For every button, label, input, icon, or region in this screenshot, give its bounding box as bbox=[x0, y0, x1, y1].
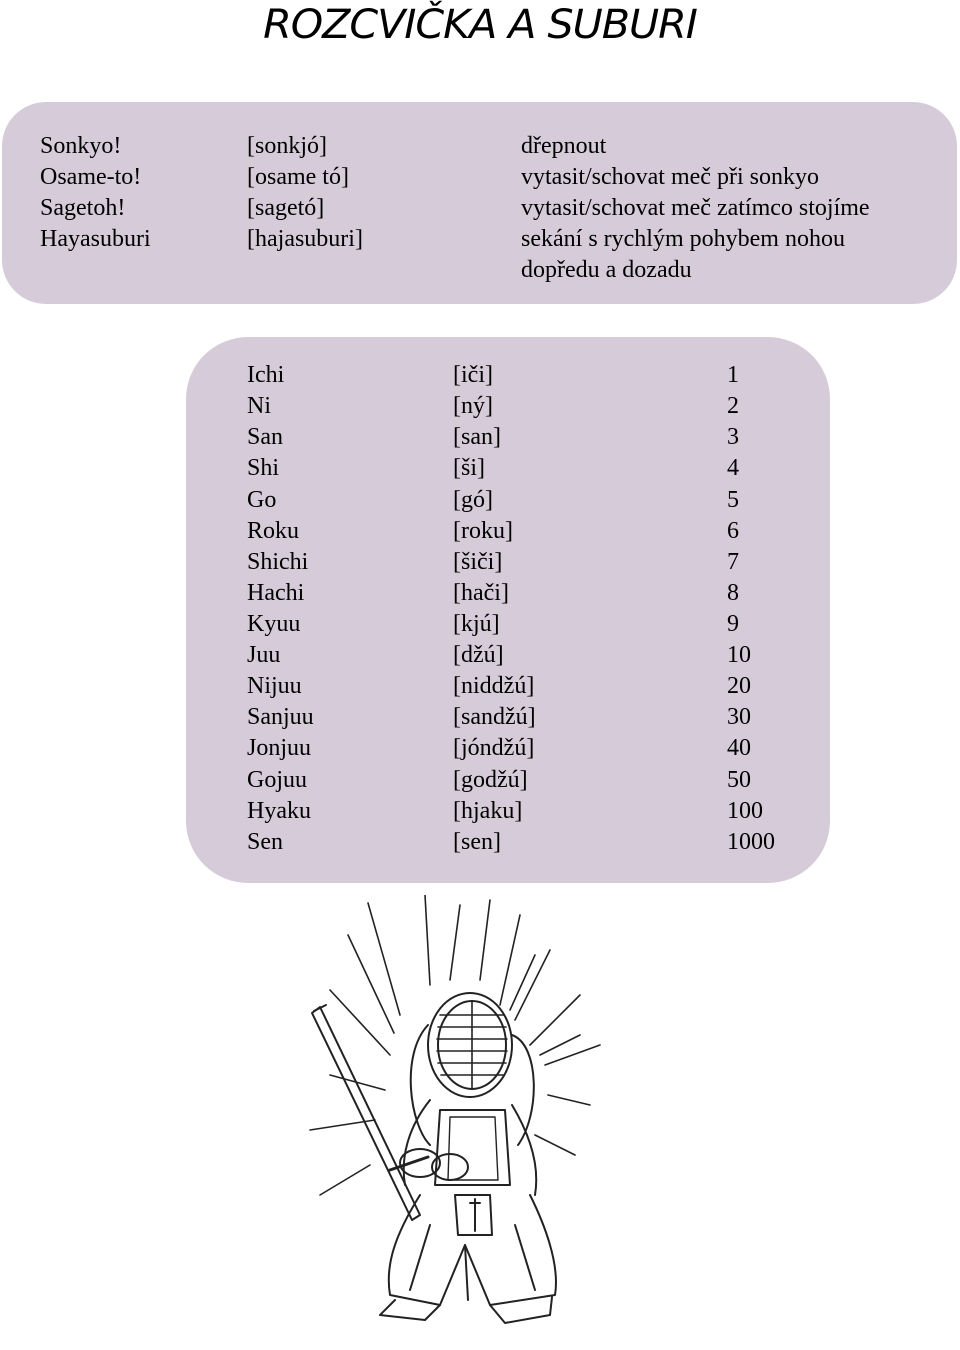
number-pronunciation: [ši] bbox=[453, 455, 485, 481]
number-pronunciation: [kjú] bbox=[453, 611, 500, 637]
number-row bbox=[0, 702, 960, 733]
number-pronunciation: [šiči] bbox=[453, 549, 503, 575]
number-row bbox=[0, 485, 960, 516]
number-row bbox=[0, 733, 960, 764]
kendo-fighter-icon bbox=[290, 895, 610, 1325]
number-row bbox=[0, 765, 960, 796]
number-pronunciation: [gó] bbox=[453, 487, 493, 513]
number-pronunciation: [niddžú] bbox=[453, 673, 535, 699]
number-term: Ni bbox=[247, 393, 271, 419]
number-pronunciation: [džú] bbox=[453, 642, 504, 668]
number-pronunciation: [sen] bbox=[453, 829, 501, 855]
number-row bbox=[0, 640, 960, 671]
number-value: 1 bbox=[727, 362, 739, 388]
number-row bbox=[0, 827, 960, 858]
number-row bbox=[0, 578, 960, 609]
command-term: Sonkyo! bbox=[40, 133, 122, 159]
number-row bbox=[0, 547, 960, 578]
number-pronunciation: [san] bbox=[453, 424, 501, 450]
number-term: Sanjuu bbox=[247, 704, 314, 730]
command-meaning: sekání s rychlým pohybem nohou dopředu a dozadu bbox=[521, 226, 845, 283]
number-value: 4 bbox=[727, 455, 739, 481]
number-term: Hachi bbox=[247, 580, 305, 606]
number-row bbox=[0, 422, 960, 453]
number-value: 100 bbox=[727, 798, 763, 824]
number-pronunciation: [godžú] bbox=[453, 767, 528, 793]
number-row bbox=[0, 453, 960, 484]
number-term: Nijuu bbox=[247, 673, 302, 699]
number-value: 50 bbox=[727, 767, 751, 793]
number-row bbox=[0, 516, 960, 547]
number-term: Go bbox=[247, 487, 277, 513]
number-row bbox=[0, 360, 960, 391]
number-value: 1000 bbox=[727, 829, 775, 855]
command-meaning: dřepnout bbox=[521, 133, 607, 159]
number-term: Hyaku bbox=[247, 798, 311, 824]
number-value: 10 bbox=[727, 642, 751, 668]
number-term: Shi bbox=[247, 455, 280, 481]
number-pronunciation: [hači] bbox=[453, 580, 509, 606]
number-value: 30 bbox=[727, 704, 751, 730]
command-pronunciation: [osame tó] bbox=[247, 164, 349, 190]
number-value: 20 bbox=[727, 673, 751, 699]
number-pronunciation: [roku] bbox=[453, 518, 513, 544]
command-pronunciation: [sagetó] bbox=[247, 195, 325, 221]
number-value: 6 bbox=[727, 518, 739, 544]
command-pronunciation: [hajasuburi] bbox=[247, 226, 363, 252]
number-term: Roku bbox=[247, 518, 300, 544]
number-pronunciation: [hjaku] bbox=[453, 798, 523, 824]
command-term: Sagetoh! bbox=[40, 195, 126, 221]
command-pronunciation: [sonkjó] bbox=[247, 133, 327, 159]
number-value: 9 bbox=[727, 611, 739, 637]
number-term: Juu bbox=[247, 642, 281, 668]
number-pronunciation: [iči] bbox=[453, 362, 493, 388]
page-title: ROZCVIČKA A SUBURI bbox=[263, 2, 697, 48]
number-pronunciation: [sandžú] bbox=[453, 704, 536, 730]
number-value: 8 bbox=[727, 580, 739, 606]
number-row bbox=[0, 671, 960, 702]
number-term: Gojuu bbox=[247, 767, 307, 793]
command-meaning: vytasit/schovat meč zatímco stojíme bbox=[521, 195, 870, 221]
number-pronunciation: [ný] bbox=[453, 393, 493, 419]
number-term: Sen bbox=[247, 829, 283, 855]
number-value: 5 bbox=[727, 487, 739, 513]
number-term: Ichi bbox=[247, 362, 285, 388]
number-value: 40 bbox=[727, 735, 751, 761]
number-row bbox=[0, 391, 960, 422]
number-term: Kyuu bbox=[247, 611, 301, 637]
number-value: 7 bbox=[727, 549, 739, 575]
number-term: Jonjuu bbox=[247, 735, 312, 761]
number-pronunciation: [jóndžú] bbox=[453, 735, 535, 761]
command-meaning: vytasit/schovat meč při sonkyo bbox=[521, 164, 819, 190]
number-row bbox=[0, 796, 960, 827]
number-value: 2 bbox=[727, 393, 739, 419]
number-term: San bbox=[247, 424, 283, 450]
command-term: Hayasuburi bbox=[40, 226, 151, 252]
number-row bbox=[0, 609, 960, 640]
number-term: Shichi bbox=[247, 549, 309, 575]
command-term: Osame-to! bbox=[40, 164, 142, 190]
number-value: 3 bbox=[727, 424, 739, 450]
